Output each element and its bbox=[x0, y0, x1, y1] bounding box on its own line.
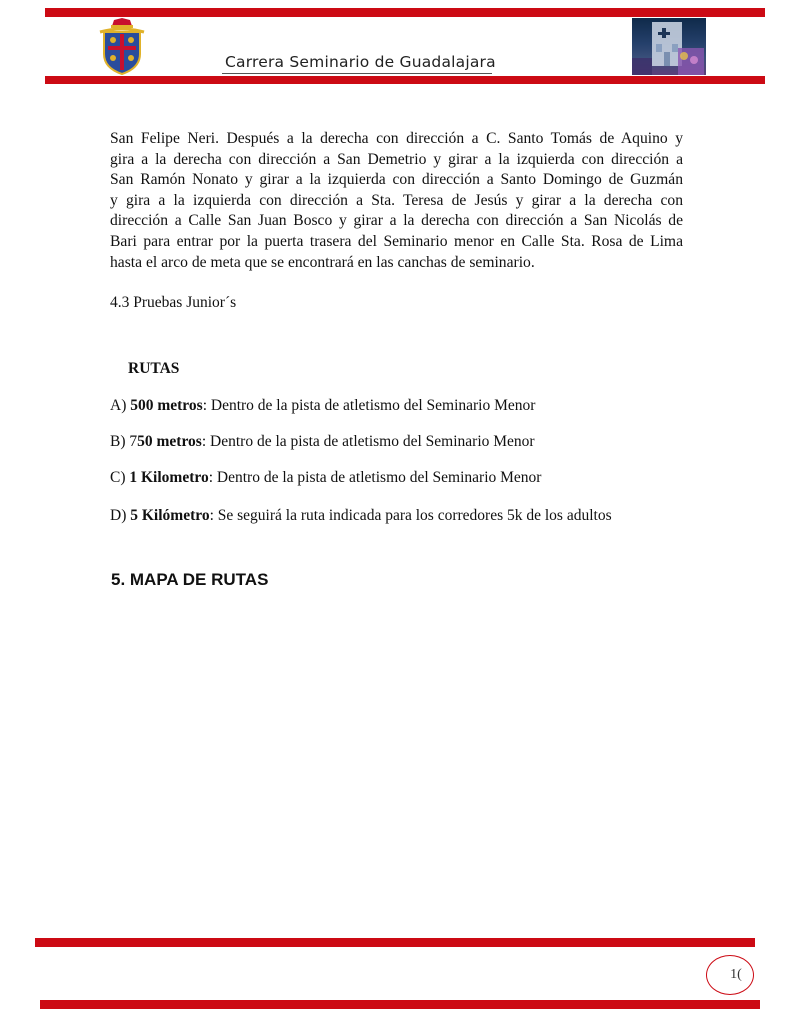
header-title: Carrera Seminario de Guadalajara bbox=[225, 53, 496, 71]
route-prefix: C) bbox=[110, 469, 130, 486]
route-description: : Dentro de la pista de atletismo del Seminario Menor bbox=[208, 469, 542, 486]
page-number-badge bbox=[706, 955, 754, 995]
route-item-c bbox=[110, 469, 541, 487]
seminary-building-logo bbox=[632, 18, 706, 75]
paragraph-line: dirección a Calle San Juan Bosco y girar a la derecha con dirección a San Nicolás de bbox=[110, 212, 683, 230]
footer-bottom-red-bar bbox=[40, 1000, 760, 1009]
footer-top-red-bar bbox=[35, 938, 755, 947]
route-prefix: A) bbox=[110, 397, 131, 414]
route-item-d bbox=[110, 507, 612, 525]
paragraph-line: hasta el arco de meta que se encontrará en las canchas de seminario. bbox=[110, 253, 535, 271]
junior-tests-subheading: 4.3 Pruebas Junior´s bbox=[110, 294, 237, 311]
header-title-underline bbox=[222, 73, 492, 74]
route-item-b bbox=[110, 433, 535, 451]
route-prefix: D) bbox=[110, 507, 131, 524]
header-bottom-red-bar bbox=[45, 76, 765, 84]
route-item-a bbox=[110, 397, 535, 415]
route-description: : Dentro de la pista de atletismo del Seminario Menor bbox=[202, 397, 536, 414]
paragraph-line: San Ramón Nonato y girar a la izquierda con dirección a Santo Domingo de Guzmán bbox=[110, 171, 683, 189]
page-number: 1( bbox=[730, 967, 742, 982]
route-distance: 50 metros bbox=[137, 433, 202, 450]
diocesan-crest-icon bbox=[96, 18, 148, 76]
rutas-title: RUTAS bbox=[128, 360, 180, 377]
section-heading-route-map: 5. MAPA DE RUTAS bbox=[111, 570, 269, 589]
paragraph-line: gira a la derecha con dirección a San Demetrio y girar a la izquierda con dirección a bbox=[110, 150, 683, 168]
route-distance: 500 metros bbox=[130, 397, 203, 414]
header-top-red-bar bbox=[45, 8, 765, 17]
route-distance: 1 Kilometro bbox=[129, 469, 209, 486]
route-prefix: B) 7 bbox=[110, 433, 138, 450]
route-description: : Dentro de la pista de atletismo del Seminario Menor bbox=[201, 433, 535, 450]
route-description: : Se seguirá la ruta indicada para los corredores 5k de los adultos bbox=[209, 507, 612, 524]
paragraph-line: Bari para entrar por la puerta trasera del Seminario menor en Calle Sta. Rosa de Lima bbox=[110, 232, 683, 250]
route-distance: 5 Kilómetro bbox=[130, 507, 210, 524]
paragraph-line: San Felipe Neri. Después a la derecha con dirección a C. Santo Tomás de Aquino y bbox=[110, 130, 683, 147]
paragraph-line: y gira a la izquierda con dirección a Sta. Teresa de Jesús y girar a la derecha con bbox=[110, 191, 683, 209]
route-description-paragraph bbox=[110, 129, 683, 273]
